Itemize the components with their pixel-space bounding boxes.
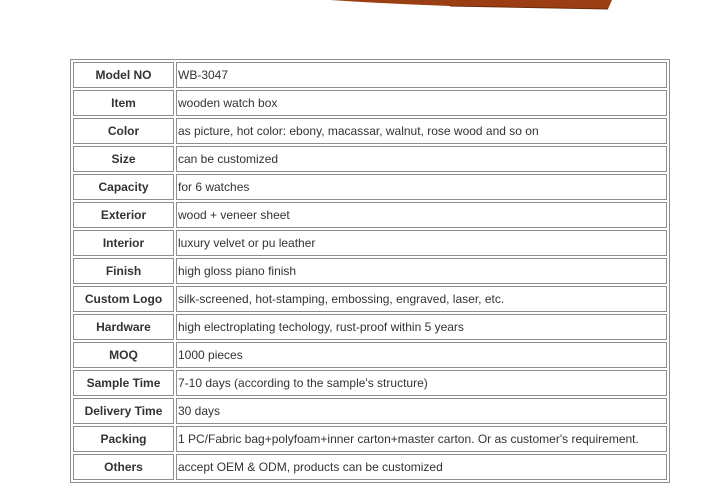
spec-value-delivery-time: 30 days [176, 398, 667, 424]
spec-table-body [73, 62, 667, 480]
table-row [73, 426, 667, 452]
spec-value-exterior: wood + veneer sheet [176, 202, 667, 228]
table-row [73, 286, 667, 312]
table-row [73, 118, 667, 144]
spec-value-packing: 1 PC/Fabric bag+polyfoam+inner carton+master carton. Or as customer's requirement. [176, 426, 667, 452]
table-row [73, 230, 667, 256]
table-row [73, 146, 667, 172]
table-row [73, 370, 667, 396]
spec-label-sample-time: Sample Time [73, 370, 174, 396]
table-row [73, 454, 667, 480]
spec-value-color: as picture, hot color: ebony, macassar, walnut, rose wood and so on [176, 118, 667, 144]
table-row [73, 314, 667, 340]
spec-value-others: accept OEM & ODM, products can be customized [176, 454, 667, 480]
table-row [73, 62, 667, 88]
spec-value-interior: luxury velvet or pu leather [176, 230, 667, 256]
spec-label-interior: Interior [73, 230, 174, 256]
table-row [73, 202, 667, 228]
spec-value-item: wooden watch box [176, 90, 667, 116]
spec-value-finish: high gloss piano finish [176, 258, 667, 284]
spec-label-capacity: Capacity [73, 174, 174, 200]
spec-value-sample-time: 7-10 days (according to the sample's structure) [176, 370, 667, 396]
table-row [73, 90, 667, 116]
spec-value-capacity: for 6 watches [176, 174, 667, 200]
table-row [73, 174, 667, 200]
spec-label-moq: MOQ [73, 342, 174, 368]
table-row [73, 342, 667, 368]
spec-label-exterior: Exterior [73, 202, 174, 228]
spec-table [70, 59, 670, 483]
spec-value-hardware: high electroplating techology, rust-proof within 5 years [176, 314, 667, 340]
table-row [73, 258, 667, 284]
spec-label-custom-logo: Custom Logo [73, 286, 174, 312]
spec-label-others: Others [73, 454, 174, 480]
spec-label-size: Size [73, 146, 174, 172]
spec-value-moq: 1000 pieces [176, 342, 667, 368]
product-photo-edge-shape [330, 0, 612, 10]
spec-label-hardware: Hardware [73, 314, 174, 340]
table-row [73, 398, 667, 424]
spec-label-model-no: Model NO [73, 62, 174, 88]
spec-label-packing: Packing [73, 426, 174, 452]
spec-label-item: Item [73, 90, 174, 116]
spec-value-size: can be customized [176, 146, 667, 172]
spec-label-delivery-time: Delivery Time [73, 398, 174, 424]
spec-label-finish: Finish [73, 258, 174, 284]
spec-value-model-no: WB-3047 [176, 62, 667, 88]
spec-label-color: Color [73, 118, 174, 144]
spec-value-custom-logo: silk-screened, hot-stamping, embossing, engraved, laser, etc. [176, 286, 667, 312]
product-photo-edge [330, 0, 612, 10]
